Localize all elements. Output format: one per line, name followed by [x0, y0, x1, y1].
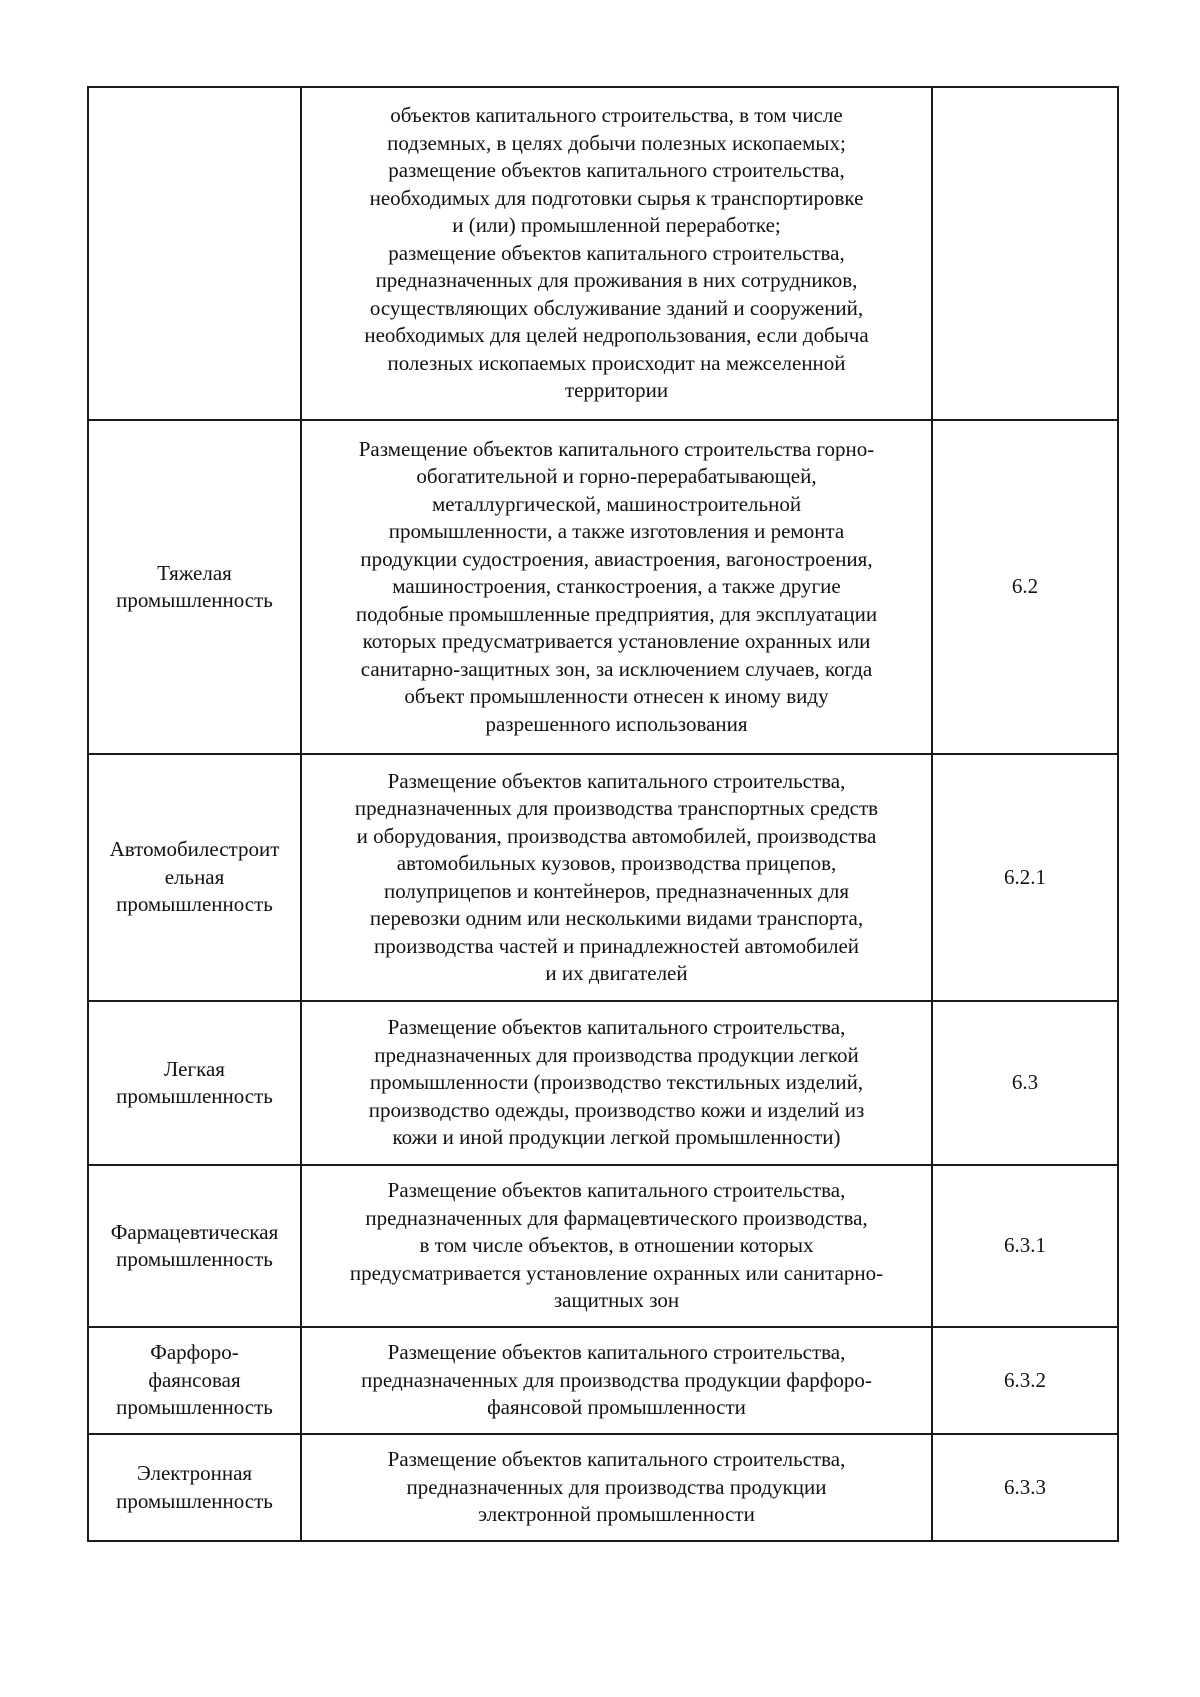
use-name-cell: [88, 420, 301, 754]
use-description-cell: [301, 754, 932, 1001]
table-row: [88, 1165, 1118, 1327]
use-description: Размещение объектов капитального строительства, предназначенных для фармацевтического производства, в том числе объектов, в отношении которых предусматривается установление охранных или санитарно- защитных зон: [349, 1178, 884, 1313]
use-code-cell: [932, 1001, 1118, 1165]
use-code-cell: [932, 754, 1118, 1001]
use-description-cell: [301, 1327, 932, 1434]
table-row: [88, 420, 1118, 754]
use-name: Фарфоро- фаянсовая промышленность: [116, 1340, 273, 1420]
land-use-table: [87, 86, 1119, 1542]
use-description-cell: [301, 420, 932, 754]
use-description-cell: [301, 1001, 932, 1165]
use-name: Фармацевтическая промышленность: [110, 1219, 279, 1271]
table-row: [88, 754, 1118, 1001]
use-description: Размещение объектов капитального строительства, предназначенных для производства транспортных средств и оборудования, производства автомобилей, производства автомобильных кузовов, производства прицепов, полуприцепов и контейнеров, предназначенных для перевозки одним или несколькими видами транспорта, производства частей и принадлежностей автомобилей и их двигателей: [354, 768, 879, 985]
use-name-cell: [88, 1165, 301, 1327]
use-name: Тяжелая промышленность: [116, 560, 273, 612]
use-description-cell: [301, 1165, 932, 1327]
table-row: [88, 87, 1118, 420]
use-code-cell: [932, 420, 1118, 754]
use-name-cell: [88, 87, 301, 420]
use-description: Размещение объектов капитального строительства, предназначенных для производства продукции электронной промышленности: [387, 1447, 846, 1527]
use-code-cell: [932, 87, 1118, 420]
table-row: [88, 1001, 1118, 1165]
use-code: 6.2: [1011, 574, 1039, 599]
use-name: Легкая промышленность: [116, 1056, 273, 1108]
table-row: [88, 1434, 1118, 1541]
use-name: Электронная промышленность: [116, 1461, 273, 1513]
use-description-cell: [301, 1434, 932, 1541]
use-description: Размещение объектов капитального строительства, предназначенных для производства продукции легкой промышленности (производство текстильных изделий, производство одежды, производство кожи и изделий из кожи и иной продукции легкой промышленности): [368, 1015, 865, 1150]
use-code: 6.2.1: [1004, 864, 1046, 889]
use-description: Размещение объектов капитального строительства, предназначенных для производства продукции фарфоро- фаянсовой промышленности: [361, 1340, 872, 1420]
use-description: Размещение объектов капитального строительства горно- обогатительной и горно-перерабатывающей, металлургической, машиностроительной промышленности, а также изготовления и ремонта продукции судостроения, авиастроения, вагоностроения, машиностроения, станкостроения, а также другие подобные промышленные предприятия, для эксплуатации которых предусматривается установление охранных или санитарно-защитных зон, за исключением случаев, когда объект промышленности отнесен к иному виду разрешенного использования: [355, 436, 878, 736]
use-description-cell: [301, 87, 932, 420]
use-code-cell: [932, 1327, 1118, 1434]
use-code: 6.3.3: [1004, 1474, 1046, 1499]
use-code: 6.3.1: [1004, 1233, 1046, 1258]
use-code: 6.3.2: [1004, 1367, 1046, 1392]
use-code-cell: [932, 1165, 1118, 1327]
use-code-cell: [932, 1434, 1118, 1541]
use-name-cell: [88, 1001, 301, 1165]
use-code: 6.3: [1011, 1070, 1039, 1095]
use-name-cell: [88, 754, 301, 1001]
use-name-cell: [88, 1327, 301, 1434]
use-description: объектов капитального строительства, в том числе подземных, в целях добычи полезных ископаемых; размещение объектов капитального строительства, необходимых для подготовки сырья к транспортировке и (или) промышленной переработке; размещение объектов капитального строительства, предназначенных для проживания в них сотрудников, осуществляющих обслуживание зданий и сооружений, необходимых для целей недропользования, если добыча полезных ископаемых происходит на межселенной территории: [364, 103, 869, 403]
table-row: [88, 1327, 1118, 1434]
use-name-cell: [88, 1434, 301, 1541]
use-name: Автомобилестроит ельная промышленность: [109, 837, 280, 917]
